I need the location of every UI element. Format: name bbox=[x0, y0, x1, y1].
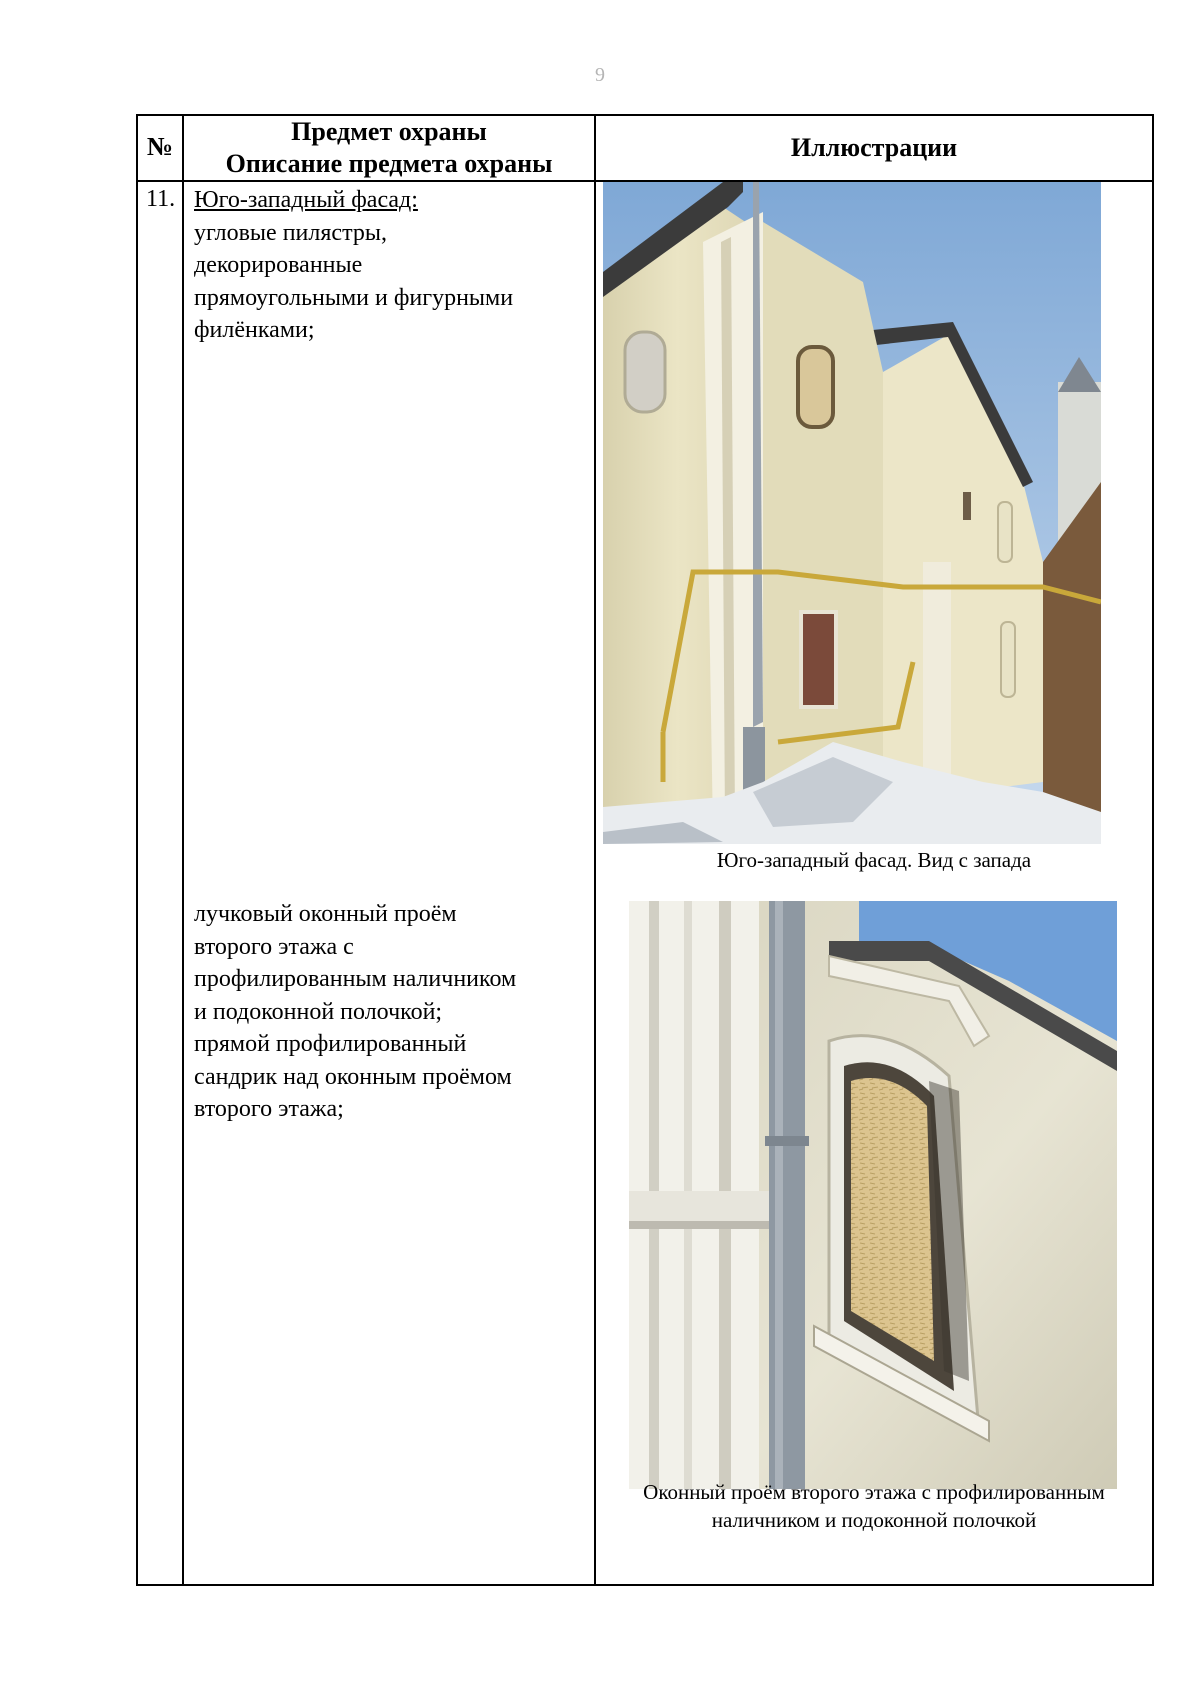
window-photo-image bbox=[629, 901, 1117, 1489]
caption-line: Юго-западный фасад. Вид с запада bbox=[716, 848, 1032, 872]
description-line: сандрик над оконным проёмом bbox=[194, 1063, 512, 1090]
description-line: второго этажа с bbox=[194, 933, 354, 960]
header-subject-line1: Предмет охраны bbox=[291, 117, 487, 146]
description-line: и подоконной полочкой; bbox=[194, 998, 443, 1025]
table-bottom-border bbox=[136, 1584, 1154, 1586]
table-left-border bbox=[136, 114, 138, 1586]
row-number: 11. bbox=[146, 186, 176, 212]
facade-photo bbox=[603, 182, 1101, 844]
description-line: прямоугольными и фигурными bbox=[194, 284, 514, 311]
description-block-1 bbox=[194, 184, 584, 347]
description-line: филёнками; bbox=[194, 317, 315, 343]
description-line: прямой профилированный bbox=[194, 1031, 467, 1057]
page-number: 9 bbox=[595, 64, 605, 86]
description-line: профилированным наличником bbox=[194, 966, 517, 992]
description-heading: Юго-западный фасад: bbox=[194, 187, 418, 213]
description-line: второго этажа; bbox=[194, 1096, 344, 1122]
description-line: лучковый оконный проём bbox=[194, 901, 457, 927]
caption-line: Оконный проём второго этажа с профилированным bbox=[643, 1480, 1105, 1504]
description-block-2 bbox=[194, 898, 584, 1126]
header-subject-line2: Описание предмета охраны bbox=[225, 149, 553, 178]
header-subject bbox=[184, 116, 594, 180]
num-column-border bbox=[182, 114, 184, 1586]
header-illustrations: Иллюстрации bbox=[790, 133, 958, 162]
caption-line: наличником и подоконной полочкой bbox=[711, 1508, 1037, 1532]
protection-table bbox=[136, 114, 1154, 1586]
window-photo-caption bbox=[596, 1478, 1152, 1534]
header-num: № bbox=[146, 132, 174, 161]
window-photo bbox=[629, 901, 1117, 1489]
table-right-border bbox=[1152, 114, 1154, 1586]
facade-photo-caption bbox=[596, 846, 1152, 874]
description-line: декорированные bbox=[194, 252, 363, 278]
facade-photo-image bbox=[603, 182, 1101, 844]
description-line: угловые пилястры, bbox=[194, 219, 387, 246]
